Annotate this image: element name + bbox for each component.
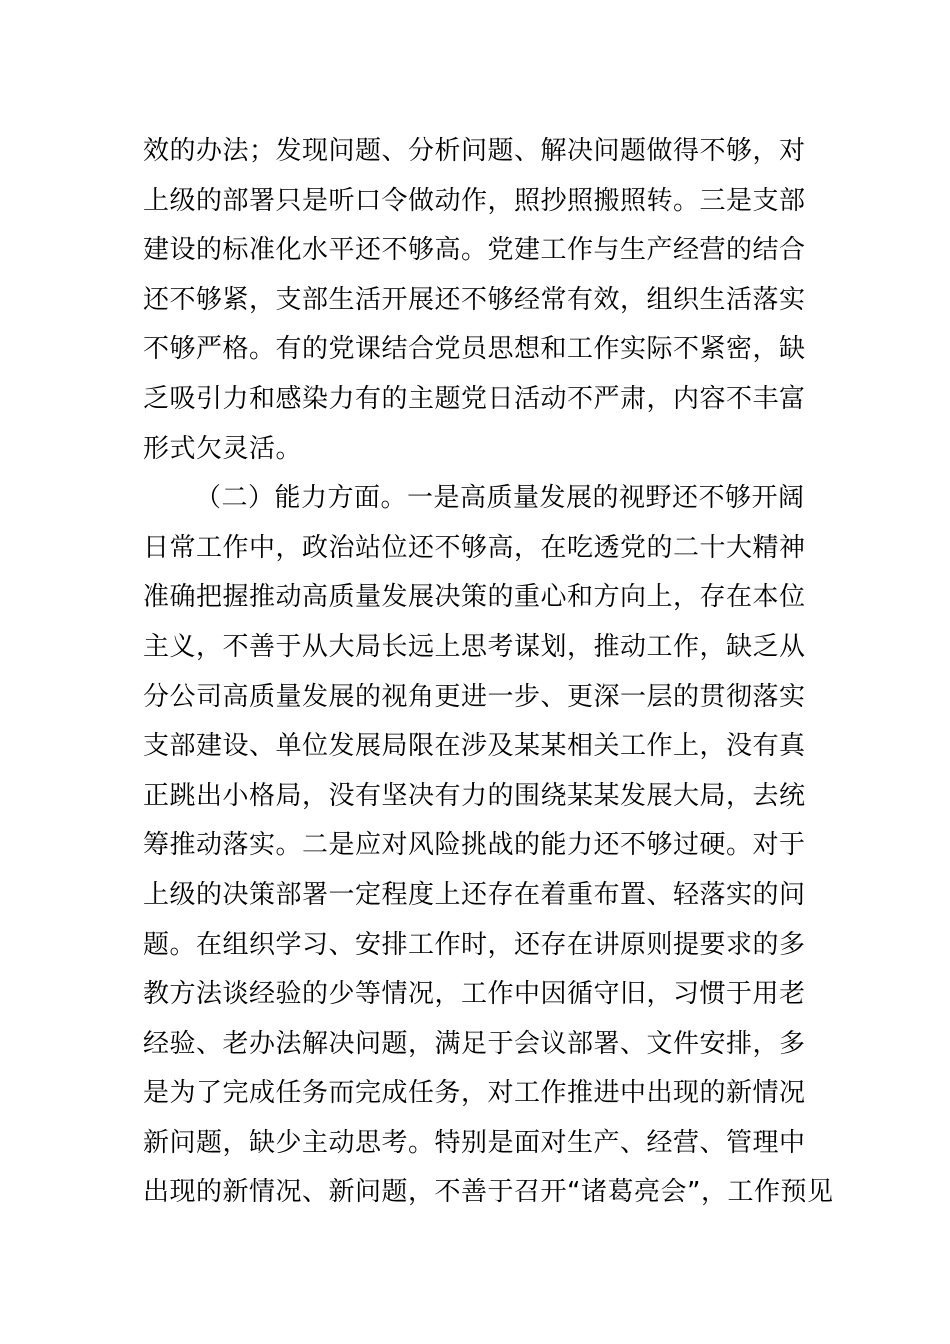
section-heading-line: （二）能力方面。一是高质量发展的视野还不够开阔 [195,483,805,514]
text-line: 分公司高质量发展的视角更进一步、更深一层的贯彻落实 [143,681,806,712]
text-line: 主义，不善于从大局长远上思考谋划，推动工作，缺乏从 [143,631,806,662]
text-line: 支部建设、单位发展局限在涉及某某相关工作上，没有真 [143,731,806,762]
text-line: 建设的标准化水平还不够高。党建工作与生产经营的结合 [143,235,806,266]
text-line: 教方法谈经验的少等情况，工作中因循守旧，习惯于用老 [143,979,806,1010]
text-line: 日常工作中，政治站位还不够高，在吃透党的二十大精神 [143,532,806,563]
body-text [143,127,834,1218]
text-line: 还不够紧，支部生活开展还不够经常有效，组织生活落实 [143,284,806,315]
text-line: 正跳出小格局，没有坚决有力的围绕某某发展大局，去统 [143,780,806,811]
text-line: 题。在组织学习、安排工作时，还存在讲原则提要求的多 [143,929,806,960]
text-line: 效的办法；发现问题、分析问题、解决问题做得不够，对 [143,136,806,166]
text-line: 经验、老办法解决问题，满足于会议部署、文件安排，多 [143,1028,806,1059]
text-line: 出现的新情况、新问题，不善于召开“诸葛亮会”，工作预见 [143,1177,834,1208]
text-line: 是为了完成任务而完成任务，对工作推进中出现的新情况 [143,1078,806,1109]
text-line: 筹推动落实。二是应对风险挑战的能力还不够过硬。对于 [143,830,806,861]
text-line: 不够严格。有的党课结合党员思想和工作实际不紧密，缺 [143,334,806,365]
text-line: 新问题，缺少主动思考。特别是面对生产、经营、管理中 [143,1127,806,1158]
text-line: 上级的部署只是听口令做动作，照抄照搬照转。三是支部 [143,185,806,216]
text-line: 形式欠灵活。 [143,433,303,464]
text-line: 上级的决策部署一定程度上还存在着重布置、轻落实的问 [143,879,806,910]
text-line: 乏吸引力和感染力有的主题党日活动不严肃，内容不丰富 [143,383,806,414]
text-line: 准确把握推动高质量发展决策的重心和方向上，存在本位 [143,582,806,613]
